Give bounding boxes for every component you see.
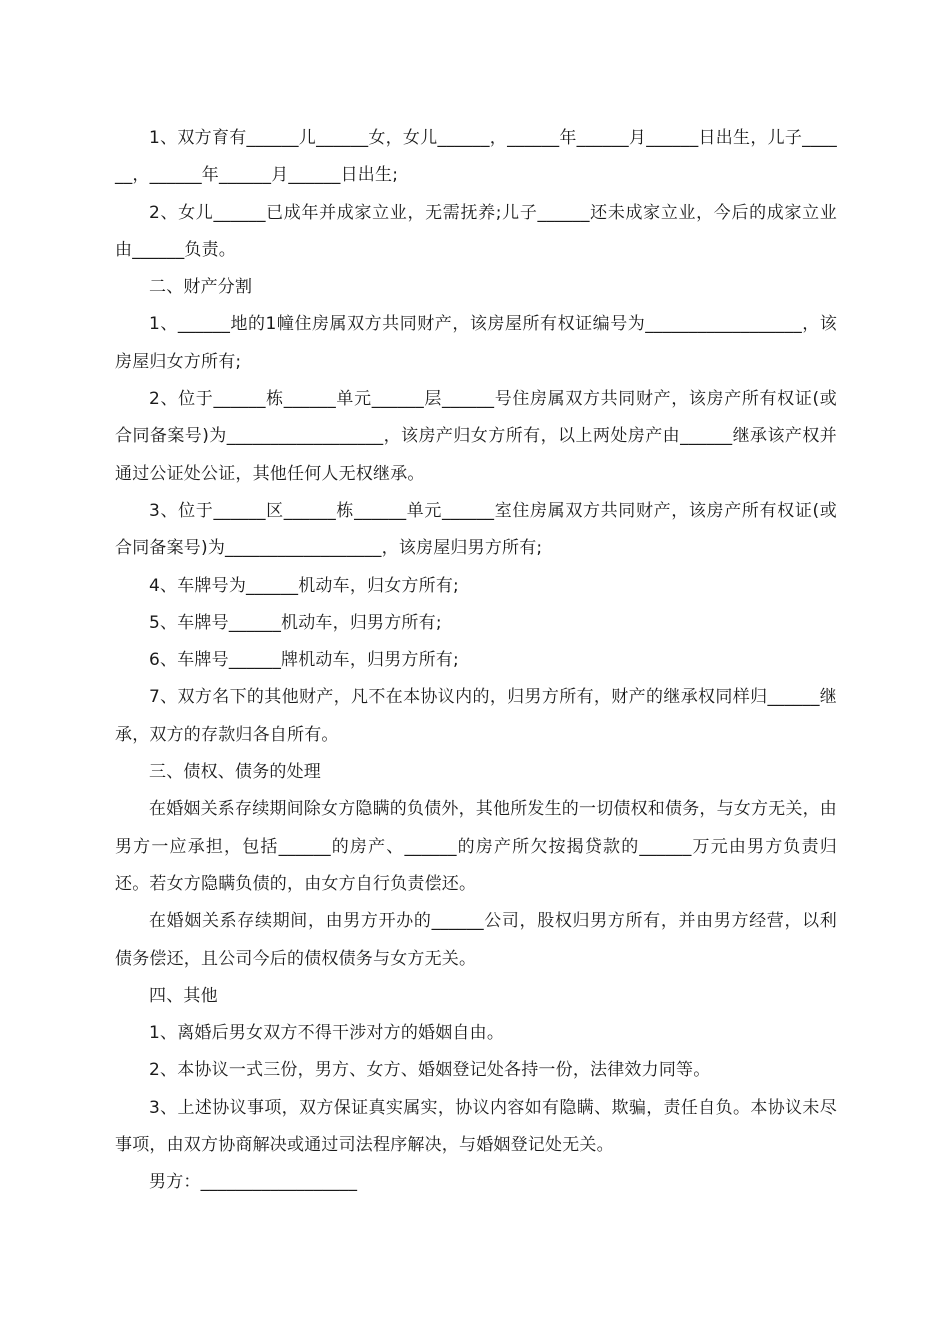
agreement-body xyxy=(115,120,837,1202)
paragraph-debts-2: 在婚姻关系存续期间，由男方开办的______公司，股权归男方所有，并由男方经营，以利债务偿还，且公司今后的债权债务与女方无关。 xyxy=(115,911,837,969)
paragraph-other-1: 1、离婚后男女双方不得干涉对方的婚姻自由。 xyxy=(149,1023,505,1044)
paragraph-property-4: 4、车牌号为______机动车，归女方所有; xyxy=(149,575,459,596)
paragraph-property-3: 3、位于______区______栋______单元______室住房属双方共同财产，该房产所有权证(或合同备案号)为__________________，该房屋归男方所有; xyxy=(115,500,837,559)
paragraph-property-1: 1、______地的1幢住房属双方共同财产，该房屋所有权证编号为__________________，该房屋归女方所有; xyxy=(115,314,837,372)
paragraph-children: 1、双方育有______儿______女，女儿______，______年______月______日出生，儿子______，______年______月______日出生; xyxy=(115,128,837,186)
paragraph-other-3: 3、上述协议事项，双方保证真实属实，协议内容如有隐瞒、欺骗，责任自负。本协议未尽事项，由双方协商解决或通过司法程序解决，与婚姻登记处无关。 xyxy=(115,1097,837,1156)
section-heading-other: 四、其他 xyxy=(149,985,218,1006)
paragraph-property-6: 6、车牌号______牌机动车，归男方所有; xyxy=(149,650,459,671)
signature-line-male: 男方：__________________ xyxy=(149,1172,358,1193)
paragraph-other-2: 2、本协议一式三份，男方、女方、婚姻登记处各持一份，法律效力同等。 xyxy=(149,1060,711,1081)
section-heading-property: 二、财产分割 xyxy=(149,277,253,298)
paragraph-property-5: 5、车牌号______机动车，归男方所有; xyxy=(149,612,442,633)
paragraph-children-support: 2、女儿______已成年并成家立业，无需抚养;儿子______还未成家立业，今后的成家立业由______负责。 xyxy=(115,202,837,260)
paragraph-property-2: 2、位于______栋______单元______层______号住房属双方共同财产，该房产所有权证(或合同备案号)为__________________，该房产归女方所有，以上两处房产由______继承该产权并通过公证处公证，其他任何人无权继承。 xyxy=(115,389,837,484)
section-heading-debts: 三、债权、债务的处理 xyxy=(149,762,321,783)
paragraph-debts-1: 在婚姻关系存续期间除女方隐瞒的负债外，其他所发生的一切债权和债务，与女方无关，由男方一应承担，包括______的房产、______的房产所欠按揭贷款的______万元由男方负责归还。若女方隐瞒负债的，由女方自行负责偿还。 xyxy=(115,799,837,894)
paragraph-property-7: 7、双方名下的其他财产，凡不在本协议内的，归男方所有，财产的继承权同样归______继承，双方的存款归各自所有。 xyxy=(115,687,837,745)
